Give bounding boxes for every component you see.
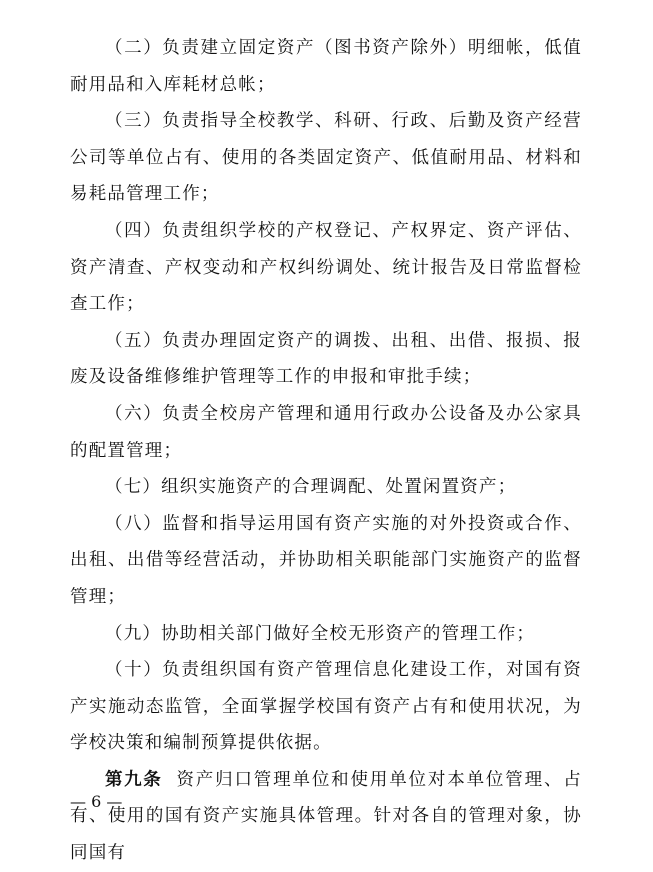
- paragraph-item-6: （六）负责全校房产管理和通用行政办公设备及办公家具的配置管理；: [70, 403, 582, 461]
- document-body: [70, 30, 582, 872]
- page-number: — 6 —: [70, 792, 123, 811]
- paragraph-item-7: （七）组织实施资产的合理调配、处置闲置资产；: [105, 477, 517, 498]
- paragraph-item-5: （五）负责办理固定资产的调拨、出租、出借、报损、报废及设备维修维护管理等工作的申报和审批手续；: [70, 330, 582, 388]
- paragraph-item-2: （二）负责建立固定资产（图书资产除外）明细帐，低值耐用品和入库耗材总帐；: [70, 38, 582, 95]
- paragraph-item-8: （八）监督和指导运用国有资产实施的对外投资或合作、出租、出借等经营活动，并协助相关职能部门实施资产的监督管理；: [70, 513, 582, 607]
- paragraph-item-10: （十）负责组织国有资产管理信息化建设工作，对国有资产实施动态监管，全面掌握学校国有资产占有和使用状况，为学校决策和编制预算提供依据。: [70, 660, 582, 754]
- paragraph-item-9: （九）协助相关部门做好全校无形资产的管理工作；: [105, 623, 536, 644]
- paragraph-item-3: （三）负责指导全校教学、科研、行政、后勤及资产经营公司等单位占有、使用的各类固定资产、低值耐用品、材料和易耗品管理工作；: [70, 111, 582, 205]
- article-paragraph: [70, 762, 582, 872]
- article-label: 第九条: [105, 769, 163, 790]
- article-text: 资产归口管理单位和使用单位对本单位管理、占有、使用的国有资产实施具体管理。针对各自的管理对象，协同国有: [70, 769, 583, 864]
- paragraph-item-4: （四）负责组织学校的产权登记、产权界定、资产评估、资产清查、产权变动和产权纠纷调处、统计报告及日常监督检查工作；: [70, 220, 582, 315]
